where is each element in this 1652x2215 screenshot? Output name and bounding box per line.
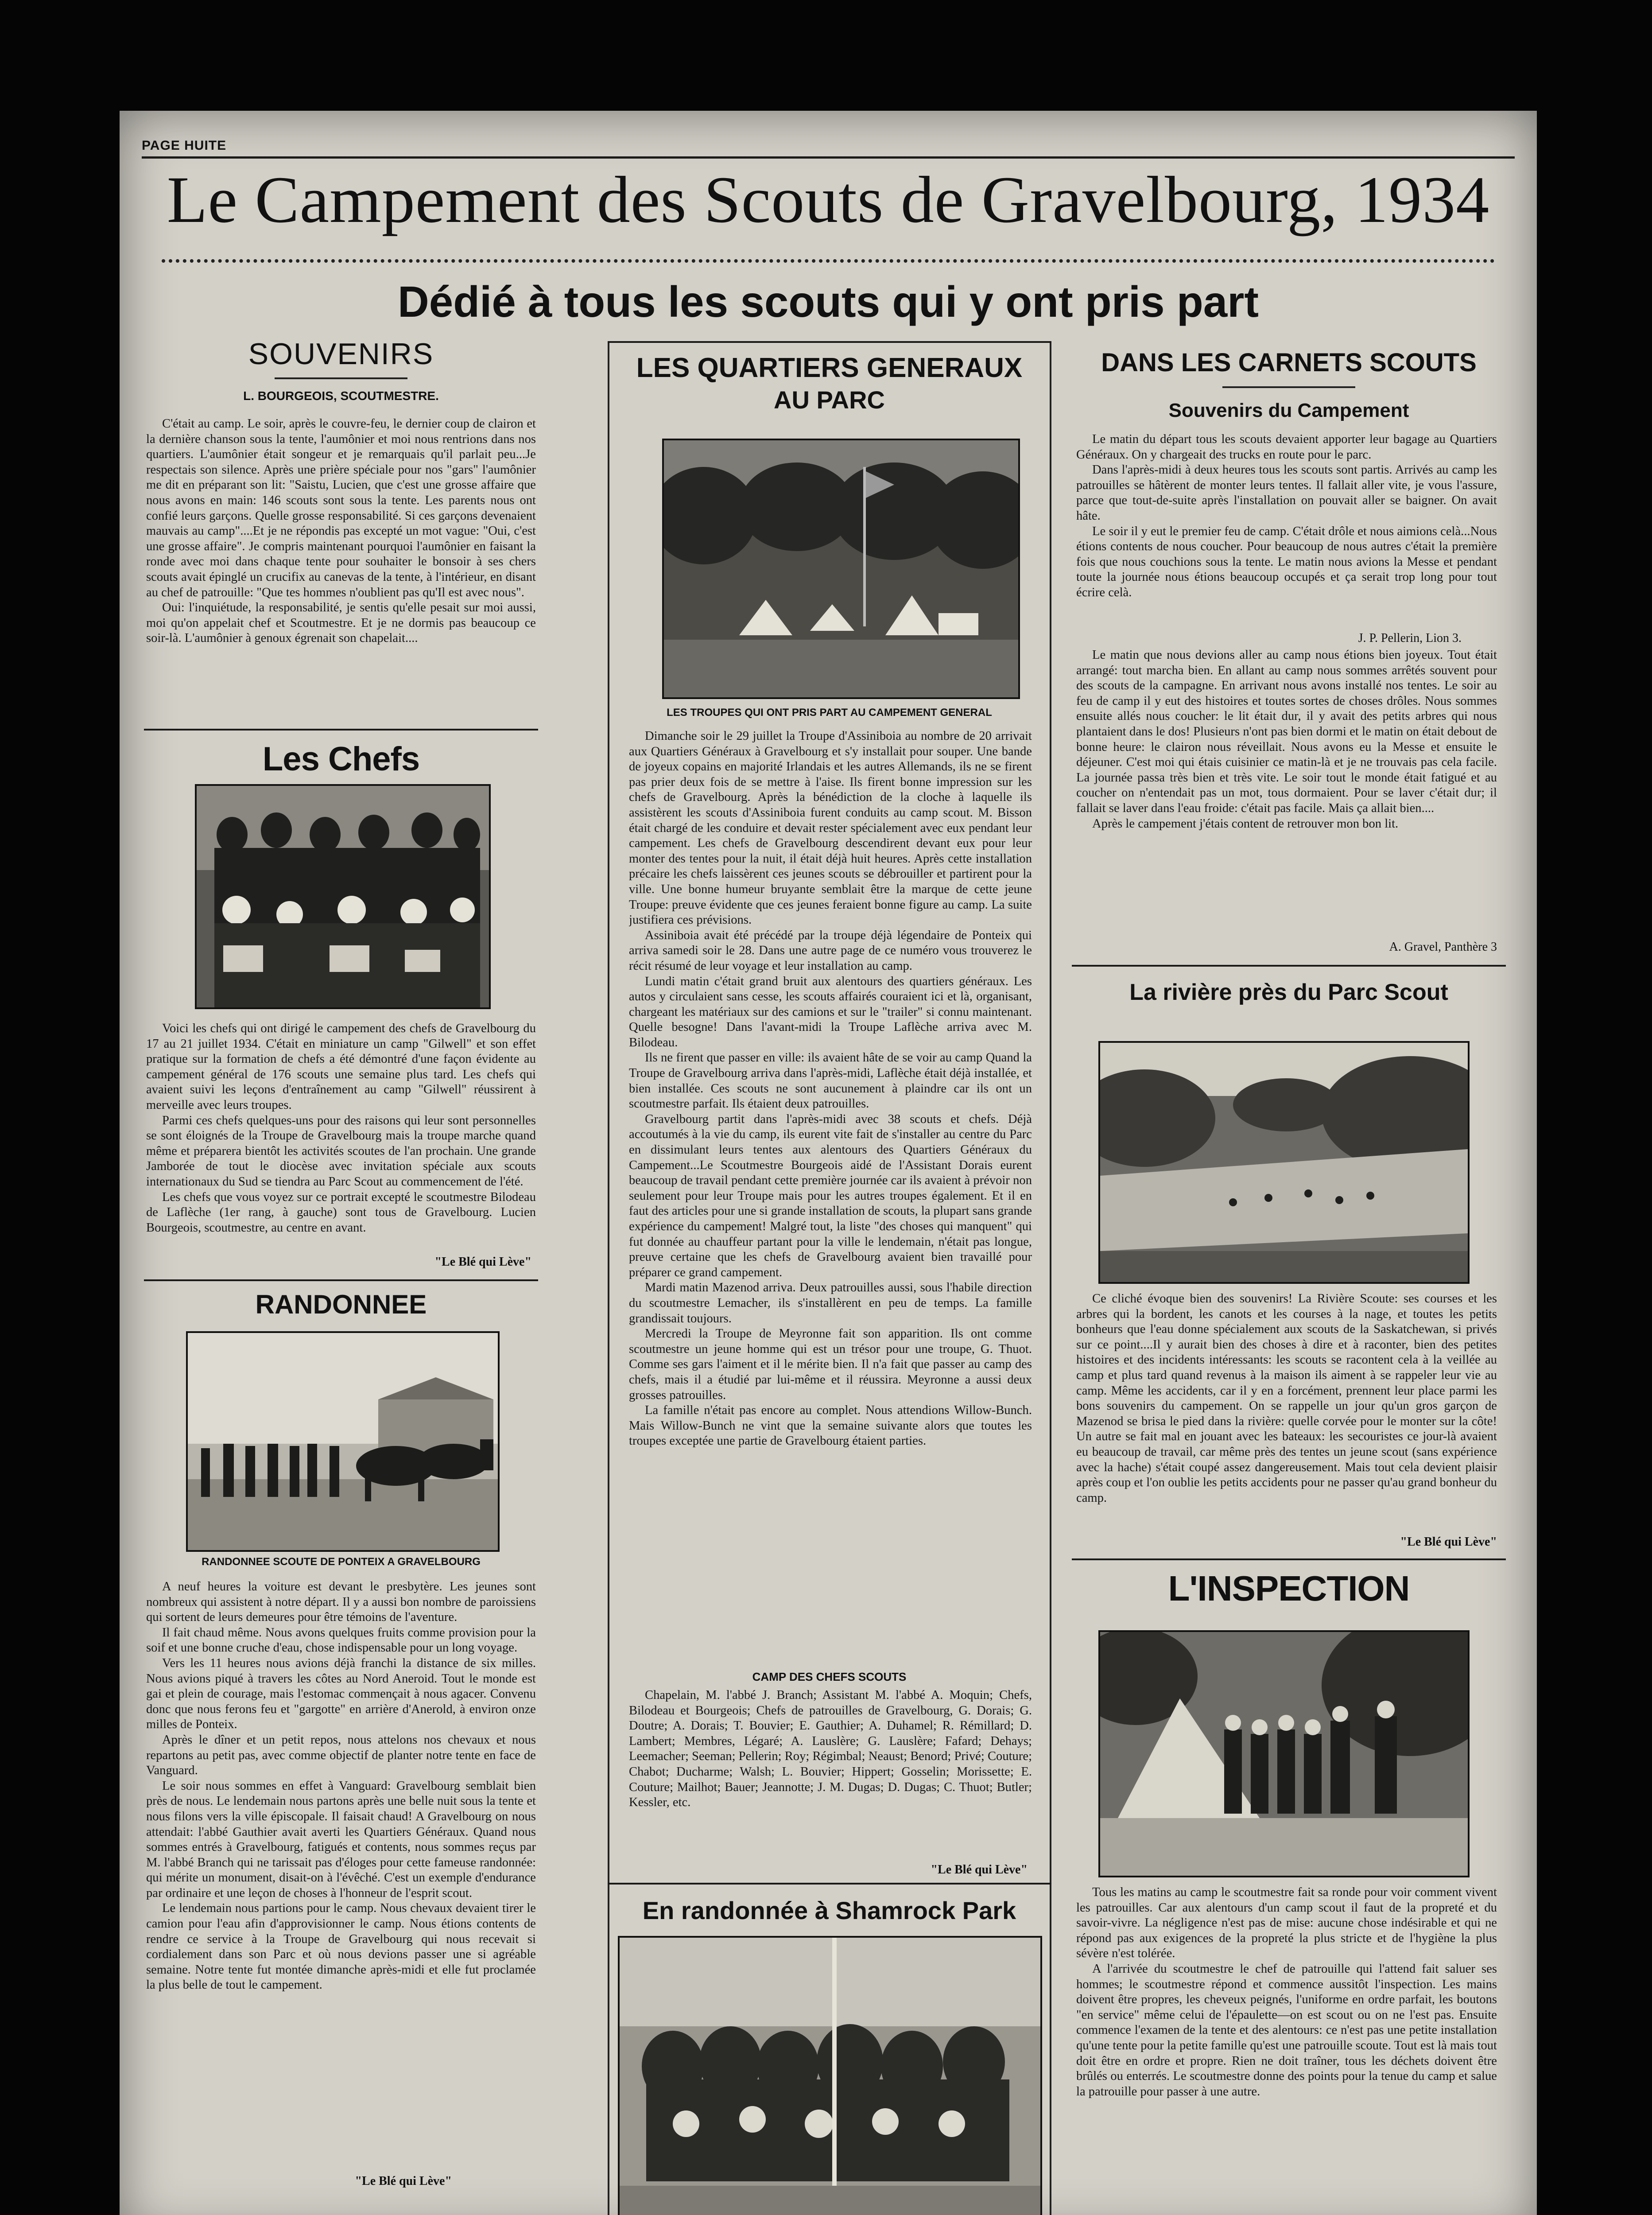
- riviere-paragraph: Ce cliché évoque bien des souvenirs! La Rivière Scoute: ses courses et les arbres qui la bordent, les canots et les courses à la nage, et toutes les petits bonheurs que l'eau donne spécialement aux scouts de la Saskatchewan, si privés sur ce point....Il y aurait bien des choses à dire et à raconter, bien des petites histoires et des incidents intéressants: les scouts se racontent cela à la veillée au camp et plus tard quand revenus à la maison ils aiment à se rappeler leur vie au camp. Même les accidents, car il y en a forcément, prennent leur place parmi les bons souvenirs du campement. On se rappelle un jour qu'un gros garçon de Mazenod se brisa le pied dans la rivière: quelle corvée pour le monter sur la côte! Un autre se fait mal en jouant avec les bateaux: les secouristes ce jour-là avaient eu beaucoup de travail, car même près des tentes un jeune scout (sans expérience avec la hache) s'était coupé assez dangereusement. Mais tout cela devient plaisir après coup et l'on oublie les petits accidents pour ne passer qu'au grand bonheur du camp.: [1076, 1292, 1497, 1505]
- column-rule: [144, 1279, 538, 1281]
- horse-team-image: [188, 1333, 498, 1550]
- riviere-title: La rivière près du Parc Scout: [1129, 979, 1448, 1005]
- quartiers-paragraph: Assiniboia avait été précédé par la troupe déjà légendaire de Ponteix qui arriva samedi soir le 28. Dans une autre page de ce numéro vous trouverez le récit résumé de leur voyage et leur installation au camp.: [629, 928, 1032, 973]
- riviere-photo: [1098, 1041, 1470, 1284]
- carnets-paragraph: Après le campement j'étais content de retrouver mon bon lit.: [1092, 816, 1399, 831]
- camp-chefs-names: Chapelain, M. l'abbé J. Branch; Assistant M. l'abbé A. Moquin; Chefs, Bilodeau et Bourgeois; Chefs de patrouilles de Gravelbourg, G. Dorais; G. Doutre; A. Dorais; T. Bouvier; E. Gauthier; A. Duhamel; R. Rémillard; D. Lambert; Membres, Légaré; A. Lauslère; G. Lauslère; Fafard; Dehays; Leemacher; Seeman; Pellerin; Roy; Régimbal; Neaust; Benord; Privé; Couture; Chabot; Ducharme; Walsh; L. Bouvier; Hippert; Gosselin; Morissette; E. Couture; Mailhot; Bauer; Jeannotte; J. M. Dugas; D. Dugas; C. Thuot; Butler; Kessler, etc.: [629, 1688, 1032, 1810]
- camp-chefs-list: [629, 1688, 1032, 1847]
- masthead-dotted-rule: [162, 259, 1495, 263]
- masthead-title: Le Campement des Scouts de Gravelbourg, 1934: [167, 163, 1490, 237]
- souvenirs-rule: [275, 377, 407, 379]
- quartiers-photo: [662, 439, 1020, 699]
- group-photo-image: [197, 786, 489, 1007]
- quartiers-paragraph: Mercredi la Troupe de Meyronne fait son apparition. Ils ont comme scoutmestre un jeune homme qui est un trésor pour une troupe, G. Thuot. Comme ses gars l'aiment et il le mérite bien. Il n'a fait que passer au camp des chefs, mais il a étudié par lui-même et il réussira. Meyronne a aussi deux grosses patrouilles.: [629, 1327, 1032, 1402]
- carnets-article-1: [1076, 432, 1497, 632]
- carnets-paragraph: Dans l'après-midi à deux heures tous les scouts sont partis. Arrivés au camp les patrouilles se hâtèrent de monter leurs tentes. Il fallait aller vite, je vous l'assure, parce que tout-de-suite après l'installation on pouvait aller se baigner. On avait hâte.: [1076, 463, 1497, 523]
- shamrock-title: En randonnée à Shamrock Park: [642, 1896, 1016, 1924]
- carnets-title: DANS LES CARNETS SCOUTS: [1101, 348, 1477, 377]
- carnets-signature-2: A. Gravel, Panthère 3: [1389, 940, 1497, 954]
- randonnee-signature: "Le Blé qui Lève": [355, 2174, 452, 2188]
- randonnee-paragraph: Vers les 11 heures nous avions déjà franchi la distance de six milles. Nous avions piqué à travers les côtes au Nord Aneroid. Tout le monde est gai et plein de courage, mais l'estomac commençait à nous agacer. Convenu donc que nous ferons feu et "gargotte" en arrière d'Anerold, à environ onze milles de Ponteix.: [146, 1656, 536, 1732]
- camp-chefs-title: CAMP DES CHEFS SCOUTS: [752, 1670, 907, 1683]
- chefs-paragraph: Parmi ces chefs quelques-uns pour des raisons qui leur sont personnelles se sont éloignés de la Troupe de Gravelbourg mais la troupe marche quand même et préparera bientôt les activités scoutes de l'an prochain. Une grande Jamborée de tout le diocèse avec invitation spéciale aux scouts internationaux du Sud se tiendra au Parc Scout au commencement de l'été.: [146, 1113, 536, 1189]
- shamrock-group-image: [620, 1938, 1040, 2215]
- souvenirs-title: SOUVENIRS: [248, 337, 434, 371]
- chefs-group-photo: [195, 784, 491, 1009]
- carnets-rule: [1222, 386, 1355, 388]
- quartiers-paragraph: Gravelbourg partit dans l'après-midi avec 38 scouts et chefs. Déjà accoutumés à la vie du camp, ils eurent vite fait de s'installer au centre du Parc en dissimulant leurs tentes aux alentours des Quartiers Généraux du Campement...Le Scoutmestre Bourgeois aidé de l'Assistant Dorais eurent beaucoup de travail pendant cette première journée car ils avaient à prévoir non seulement pour leur Troupe mais pour les autres troupes également. Et il en faut des articles pour une si grande installation de scouts, la plupart sans grande expérience du campement! Malgré tout, la liste "des choses qui manquent" qui fut donnée au chauffeur partant pour la ville le lendemain, n'était pas longue, preuve certaine que les chefs de Gravelbourg avaient bien travaillé pour préparer ce grand campement.: [629, 1112, 1032, 1279]
- randonnee-paragraph: Il fait chaud même. Nous avons quelques fruits comme provision pour la soif et une bonne cruche d'eau, chose indispensable pour un long voyage.: [146, 1625, 536, 1655]
- carnets-article-2: [1076, 648, 1497, 940]
- chefs-paragraph: Les chefs que vous voyez sur ce portrait excepté le scoutmestre Bilodeau de Laflèche (1er rang, à gauche) sont tous de Gravelbourg. Lucien Bourgeois, scoutmestre, au centre en avant.: [146, 1190, 536, 1235]
- inspection-article: [1076, 1885, 1497, 2215]
- randonnee-paragraph: Après le dîner et un petit repos, nous attelons nos chevaux et nous repartons au petit pas, avec comme objectif de planter notre tente en face de Vanguard.: [146, 1733, 536, 1778]
- carnets-paragraph: Le soir il y eut le premier feu de camp. C'était drôle et nous aimions celà...Nous étions contents de nous coucher. Pour beaucoup de nous autres c'était la première fois que nous couchions sous la tente. Le matin nous avions la Messe et pendant toute la journée nous étions beaucoup occupés et ça serait trop long pour tout écrire celà.: [1076, 524, 1497, 599]
- quartiers-paragraph: Dimanche soir le 29 juillet la Troupe d'Assiniboia au nombre de 20 arrivait aux Quartiers Généraux à Gravelbourg et s'y installait pour souper. Une bande de joyeux copains en majorité Irlandais et les autres Allemands, ils ne se firent pas prier deux fois de se mettre à l'aise. Ils firent bonne impression sur les chefs de Gravelbourg. Après la bénédiction de la cloche à laquelle ils assistèrent les scouts d'Assiniboia furent conduits au camp scout. M. Bisson était chargé de les conduire et devait rester spécialement avec eux pendant leur campement. Les chefs de Gravelbourg descendirent devant eux pour leur monter des tentes pour la nuit, il était déjà huit heures. Après cette installation précaire les chefs laissèrent ces jeunes scouts se débrouiller et partirent pour la ville. Une bonne humeur bruyante semblait être la marque de cette jeune Troupe: preuve évidente que ces jeunes feraient bonne figure au camp. La suite justifiera ces prévisions.: [629, 729, 1032, 927]
- center-top-rule: [608, 341, 1051, 343]
- river-image: [1100, 1043, 1468, 1282]
- quartiers-subtitle: AU PARC: [774, 386, 885, 414]
- randonnee-paragraph: Le lendemain nous partions pour le camp. Nous chevaux devaient tirer le camion pour l'eau afin d'approvisionner le camp. Nous étions contents de rendre ce service à la Troupe de Gravelbourg qui nous recevait si cordialement dans son Parc et où nous devions passer une si agréable semaine. Notre tente fut montée dimanche après-midi et elle fut proclamée la plus belle de tout le campement.: [146, 1901, 536, 1992]
- souvenirs-byline: L. BOURGEOIS, SCOUTMESTRE.: [243, 389, 439, 403]
- randonnee-photo: [186, 1331, 500, 1552]
- shamrock-photo: [618, 1936, 1042, 2215]
- page-folio: PAGE HUITE: [142, 138, 227, 153]
- inspection-image: [1100, 1632, 1468, 1876]
- riviere-article: [1076, 1291, 1497, 1535]
- quartiers-title: LES QUARTIERS GENERAUX: [636, 353, 1023, 383]
- souvenirs-article: [146, 416, 536, 704]
- carnets-signature-1: J. P. Pellerin, Lion 3.: [1358, 631, 1462, 645]
- chefs-title: Les Chefs: [262, 740, 420, 778]
- quartiers-paragraph: La famille n'était pas encore au complet. Nous attendions Willow-Bunch. Mais Willow-Bunch ne vint que la semaine suivante alors que toutes les troupes exceptée une partie de Gravelbourg étaient parties.: [629, 1403, 1032, 1448]
- inspection-title: L'INSPECTION: [1168, 1569, 1410, 1608]
- carnets-paragraph: Le matin du départ tous les scouts devaient apporter leur bagage au Quartiers Généraux. On y chargeait des trucks en route pour le parc.: [1076, 432, 1497, 462]
- quartiers-paragraph: Lundi matin c'était grand bruit aux alentours des quartiers généraux. Les autos y circulaient sans cesse, les scouts affairés couraient ici et là, organisant, chargeant les matériaux sur des camions et sur le "trailer" si connu maintenant. Quelle besogne! Dans l'avant-midi la Troupe Laflèche arriva avec M. Bilodeau.: [629, 974, 1032, 1049]
- top-rule: [142, 156, 1515, 159]
- souvenirs-paragraph: Oui: l'inquiétude, la responsabilité, je sentis qu'elle pesait sur moi aussi, moi qu'on appelait chef et Scoutmestre. Et je ne dormis pas beaucoup ce soir-là. L'aumônier à genoux égrenait son chapelait....: [146, 601, 536, 645]
- center-right-rule: [1050, 341, 1051, 2215]
- randonnee-photo-caption: RANDONNEE SCOUTE DE PONTEIX A GRAVELBOURG: [202, 1556, 481, 1568]
- quartiers-article: [629, 729, 1032, 1615]
- inspection-paragraph: Tous les matins au camp le scoutmestre fait sa ronde pour voir comment vivent les patrouilles. Car aux alentours d'un camp scout il faut de la propreté et du savoir-vivre. La négligence n'est pas de mise: aucune chose indésirable et qui ne répond pas aux exigences de la propreté la plus stricte et de l'hygiène la plus sévère n'est tolérée.: [1076, 1885, 1497, 1961]
- chefs-article: [146, 1021, 536, 1254]
- carnets-subtitle: Souvenirs du Campement: [1168, 400, 1409, 421]
- newspaper-page: [120, 111, 1537, 2215]
- quartiers-photo-caption: LES TROUPES QUI ONT PRIS PART AU CAMPEMENT GENERAL: [667, 707, 992, 719]
- inspection-paragraph: A l'arrivée du scoutmestre le chef de patrouille qui l'attend fait saluer ses hommes; le scoutmestre répond et commence aussitôt l'inspection. Les mains doivent être propres, les cheveux peignés, l'uniforme en ordre parfait, les boutons "en service" même celui de l'épaulette—on est scout ou on ne l'est pas. Ensuite commence l'examen de la tente et des alentours: ce n'est pas une petite installation qu'une tente pour la petite famille qu'est une patrouille scoute. Tout est là mais tout doit être en ordre et propre. Rien ne doit traîner, tous les déchets doivent être brûlés ou enterrés. Le scoutmestre donne des points pour la tenue du camp et salue la patrouille pour passer à une autre.: [1076, 1962, 1497, 2098]
- dedication-headline: Dédié à tous les scouts qui y ont pris part: [397, 277, 1259, 326]
- quartiers-signature: "Le Blé qui Lève": [931, 1863, 1028, 1877]
- randonnee-paragraph: Le soir nous sommes en effet à Vanguard: Gravelbourg semblait bien près de nous. Le lendemain nous partons après une belle nuit sous la tente et nous filons vers la ville épiscopale. Il faisait chaud! A Gravelbourg on nous attendait: l'abbé Gauthier avait averti les Quartiers Généraux. Quand nous sommes entrés à Gravelbourg, fatigués et contents, nous sommes reçus par M. l'abbé Branch qui ne tarissait pas d'éloges pour cette fameuse randonnée: qui mérite un monument, disait-on à l'évêché. C'est un exemple d'endurance par ordinaire et une leçon de choses à l'honneur de l'esprit scout.: [146, 1779, 536, 1900]
- column-rule: [1072, 1558, 1506, 1560]
- chefs-signature: "Le Blé qui Lève": [434, 1255, 531, 1269]
- center-left-rule: [608, 341, 609, 2215]
- inspection-photo: [1098, 1630, 1470, 1877]
- column-rule: [1072, 965, 1506, 967]
- troops-camp-image: [664, 440, 1018, 697]
- column-rule: [144, 729, 538, 731]
- chefs-paragraph: Voici les chefs qui ont dirigé le campement des chefs de Gravelbourg du 17 au 21 juillet 1934. C'était en miniature un camp "Gilwell" et son effet pratique sur la formation de chefs a été démontré d'une façon évidente au campement général de 176 scouts une semaine plus tard. Les chefs qui avaient suivi les leçons d'entraînement au camp "Gilwell" réussirent à merveille avec leurs troupes.: [146, 1022, 536, 1112]
- randonnee-article: [146, 1579, 536, 2175]
- randonnee-title: RANDONNEE: [255, 1290, 427, 1319]
- souvenirs-paragraph: C'était au camp. Le soir, après le couvre-feu, le dernier coup de clairon et la dernière chanson sous la tente, l'aumônier et moi nous rentrions dans nos quartiers. L'aumônier était songeur et je remarquais qu'il parlait peu...Je respectais son silence. Après une prière spéciale pour nos "gars" l'aumônier me dit en préparant son lit: "Saistu, Lucien, que c'est une grosse affaire que nous avons en main: 146 scouts sont sous la tente. Les parents nous ont confié leurs garçons. Quelle grosse responsabilité. Si ces garçons devenaient mauvais au camp"....Et je ne répondis pas excepté un mot vague: "Oui, c'est une grosse affaire". Je compris maintenant pourquoi l'aumônier en faisant la ronde avec moi dans chaque tente pour souhaiter le bonsoir à ses chers scouts avait épinglé un crucifix au canevas de la tente, à l'intérieur, en disant au chef de patrouille: "Que tes hommes n'oublient pas qu'Il est avec nous".: [146, 417, 536, 599]
- quartiers-paragraph: Ils ne firent que passer en ville: ils avaient hâte de se voir au camp Quand la Troupe de Gravelbourg arriva dans l'après-midi, Laflèche était déjà installée, et bien installée. Ces scouts ne sont aucunement à plaindre car ils ont un scoutmestre parfait. Ils étaient deux patrouilles.: [629, 1051, 1032, 1111]
- randonnee-paragraph: A neuf heures la voiture est devant le presbytère. Les jeunes sont nombreux qui assistent à notre départ. Il y a aussi bon nombre de paroissiens qui sortent de leurs demeures pour être témoins de l'aventure.: [146, 1580, 536, 1624]
- center-rule: [608, 1883, 1051, 1885]
- quartiers-paragraph: Mardi matin Mazenod arriva. Deux patrouilles aussi, sous l'habile direction du scoutmestre Lemacher, ils s'installèrent en peu de temps. La famille grandissait toujours.: [629, 1281, 1032, 1325]
- riviere-signature: "Le Blé qui Lève": [1400, 1535, 1497, 1549]
- carnets-paragraph: Le matin que nous devions aller au camp nous étions bien joyeux. Tout était arrangé: tout marcha bien. En allant au camp nous sommes arrêtés souvent pour des scouts de la campagne. En arrivant nous avons installé nos tentes. Le soir au feu de camp il y eut des histoires et toutes sortes de choses drôles. Nous sommes ensuite allés nous coucher: le lit était dur, il y avait des petits arbres qui nous plantaient dans le dos! Plusieurs n'ont pas bien dormi et le matin on était debout de bonne heure: le clairon nous réveillait. Nous avons eu la Messe et ensuite le déjeuner. C'est moi qui étais cuisinier ce matin-là et je ne trouvais pas cela facile. La journée passa très bien et très vite. Le soir tout le monde était fatigué et au coucher on n'entendait pas un mot, tous dormaient. Pour se laver c'était dur; il fallait se laver dans l'eau froide: c'était pas facile. Mais ça allait bien....: [1076, 648, 1497, 815]
